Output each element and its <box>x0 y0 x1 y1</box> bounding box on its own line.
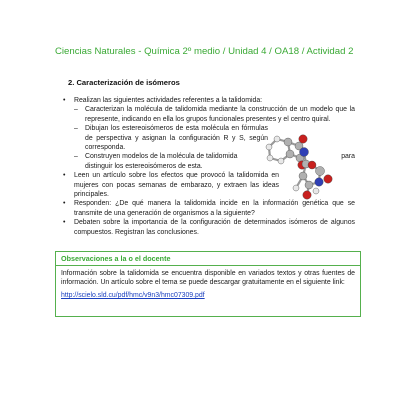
breadcrumb: Ciencias Naturales - Química 2º medio / Unidad 4 / OA18 / Actividad 2 <box>55 46 354 57</box>
teacher-notes-text: Información sobre la talidomida se encuentra disponible en variados textos y otras fuentes de información. Un artículo sobre el tema se puede descargar gratuitamente en el siguiente link: <box>61 270 355 287</box>
article-link[interactable]: http://scielo.sld.cu/pdf/hmc/v9n3/hmc07309.pdf <box>61 292 205 300</box>
breadcrumb-subject: Ciencias Naturales <box>55 46 136 57</box>
teacher-notes-title: Observaciones a la o el docente <box>56 252 360 266</box>
breadcrumb-activity: Actividad 2 <box>306 46 354 57</box>
breadcrumb-oa: OA18 <box>274 46 300 57</box>
section-title: 2. Caracterización de isómeros <box>68 78 180 87</box>
thalidomide-molecule-image <box>259 133 339 207</box>
breadcrumb-unit: Unidad 4 <box>228 46 267 57</box>
sub-item-construct: – Construyen modelos de la molécula de talidomida para distinguir los estereoisómeros de esta. <box>74 153 355 170</box>
list-item-debate: • Debaten sobre la importancia de la configuración de determinados isómeros de algunos compuestos. Registran las conclusiones. <box>57 218 355 237</box>
list-item-intro: • Realizan las siguientes actividades referentes a la talidomida: <box>57 96 355 105</box>
breadcrumb-course: Química 2º medio <box>144 46 221 57</box>
sub-item-stereoisomers: – Dibujan los estereoisómeros de esta molécula en fórmulas de perspectiva y asignan la configuración R y S, según corresponda. <box>74 125 268 152</box>
list-item-article: • Leen un artículo sobre los efectos que provocó la talidomida en mujeres con pocas semanas de embarazo, y extraen las ideas principales. <box>57 171 279 199</box>
sub-item-model: – Caracterizan la molécula de talidomida mediante la construcción de un modelo que la represente, indicando en ella los grupos funcionales presentes y el centro quiral. <box>74 106 355 123</box>
list-item-respond: • Responden: ¿De qué manera la talidomida incide en la información genética que se transmite de una generación de organismos a la siguiente? <box>57 199 355 218</box>
teacher-notes-box <box>55 251 361 317</box>
